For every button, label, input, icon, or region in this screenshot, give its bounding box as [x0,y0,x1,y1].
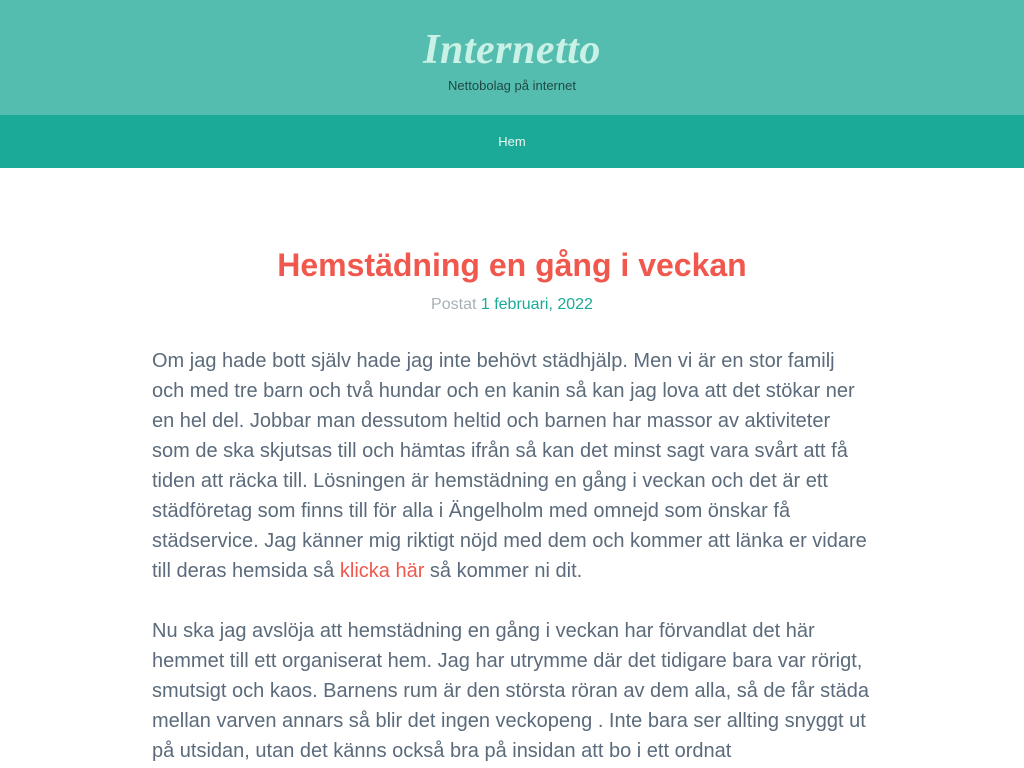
article-title: Hemstädning en gång i veckan [277,247,747,283]
article-body [152,346,872,766]
site-title-link[interactable]: Internetto [423,27,601,73]
paragraph-text: så kommer ni dit. [424,560,583,582]
main-content [152,168,872,766]
main-navigation [0,115,1024,168]
site-header [0,0,1024,115]
click-here-link[interactable]: klicka här [339,560,425,582]
site-tagline: Nettobolag på internet [448,78,576,93]
paragraph-text: Om jag hade bott själv hade jag inte behövt städhjälp. Men vi är en stor familj och med tre barn och två hundar och en kanin så kan jag lova att det stökar ner en hel del. Jobbar man dessutom heltid och barnen har massor av aktiviteter som de ska skjutsas till och hämtas ifrån så kan det minst sagt vara svårt att få tiden att räcka till. Lösningen är hemstädning en gång i veckan och det är ett städföretag som finns till för alla i Ängelholm med omnejd som önskar få städservice. Jag känner mig riktigt nöjd med dem och kommer att länka er vidare till deras hemsida så [152,350,867,582]
nav-item-hem[interactable]: Hem [498,134,526,149]
article-paragraph [152,346,872,586]
post-date-link[interactable]: 1 februari, 2022 [480,296,593,313]
article-paragraph: Nu ska jag avslöja att hemstädning en gång i veckan har förvandlat det här hemmet till ett organiserat hem. Jag har utrymme där det tidigare bara var rörigt, smutsigt och kaos. Barnens rum är den största röran av dem alla, så de får städa mellan varven annars så blir det ingen veckopeng . Inte bara ser allting snyggt ut på utsidan, utan det känns också bra på insidan att bo i ett ordnat [152,620,870,762]
posted-label: Postat [431,296,477,313]
article [152,245,872,766]
article-meta [152,285,872,325]
